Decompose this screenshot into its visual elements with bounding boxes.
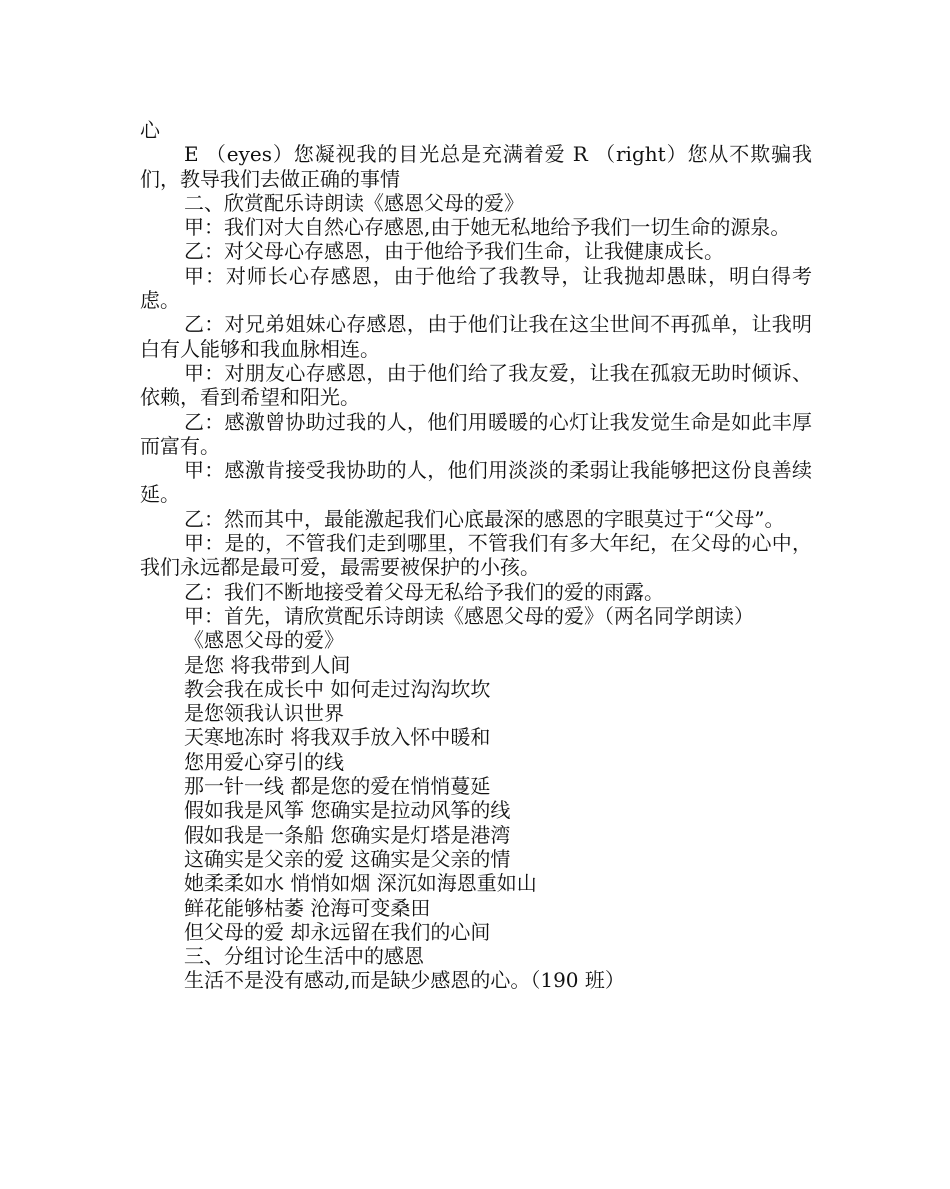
text-paragraph: 乙：我们不断地接受着父母无私给予我们的爱的雨露。 xyxy=(184,579,664,604)
poem-line: 假如我是风筝 您确实是拉动风筝的线 xyxy=(184,798,511,823)
section-heading: 三、分组讨论生活中的感恩 xyxy=(184,944,424,969)
poem-line: 教会我在成长中 如何走过沟沟坎坎 xyxy=(184,676,491,701)
text-paragraph: 甲：是的，不管我们走到哪里，不管我们有多大年纪，在父母的心中，我们永远都是最可爱，最需要被保护的小孩。 xyxy=(140,531,812,580)
poem-title: 《感恩父母的爱》 xyxy=(184,628,344,653)
text-paragraph: 乙：感激曾协助过我的人，他们用暖暖的心灯让我发觉生命是如此丰厚而富有。 xyxy=(140,409,812,458)
poem-line: 鲜花能够枯萎 沧海可变桑田 xyxy=(184,895,431,920)
text-paragraph: 甲：对朋友心存感恩，由于他们给了我友爱，让我在孤寂无助时倾诉、依赖，看到希望和阳光。 xyxy=(140,360,812,410)
text-paragraph: 生活不是没有感动,而是缺少感恩的心。（190 班） xyxy=(184,968,625,993)
text-paragraph: 乙：然而其中，最能激起我们心底最深的感恩的字眼莫过于“父母”。 xyxy=(184,506,785,531)
poem-line: 是您 将我带到人间 xyxy=(184,652,351,677)
section-heading: 二、欣赏配乐诗朗读《感恩父母的爱》 xyxy=(184,190,524,215)
text-line: 心 xyxy=(140,118,160,142)
poem-line: 那一针一线 都是您的爱在悄悄蔓延 xyxy=(184,774,491,799)
poem-line: 她柔柔如水 悄悄如烟 深沉如海恩重如山 xyxy=(184,871,537,896)
text-paragraph: E （eyes）您凝视我的目光总是充满着爱 R （right）您从不欺骗我们，教导我们去做正确的事情 xyxy=(140,142,812,191)
text-paragraph: 乙：对兄弟姐妹心存感恩，由于他们让我在这尘世间不再孤单，让我明白有人能够和我血脉相连。 xyxy=(140,312,812,361)
text-paragraph: 甲：对师长心存感恩，由于他给了我教导，让我抛却愚昧，明白得考虑。 xyxy=(140,263,812,313)
text-paragraph: 甲：首先，请欣赏配乐诗朗读《感恩父母的爱》（两名同学朗读） xyxy=(184,603,754,628)
poem-line: 假如我是一条船 您确实是灯塔是港湾 xyxy=(184,822,511,847)
poem-line: 您用爱心穿引的线 xyxy=(184,749,344,774)
poem-line: 天寒地冻时 将我双手放入怀中暖和 xyxy=(184,725,491,750)
poem-line: 这确实是父亲的爱 这确实是父亲的情 xyxy=(184,846,511,871)
document-body xyxy=(140,118,812,993)
poem-line: 是您领我认识世界 xyxy=(184,701,344,726)
text-paragraph: 甲：感激肯接受我协助的人，他们用淡淡的柔弱让我能够把这份良善续延。 xyxy=(140,458,812,507)
text-paragraph: 甲：我们对大自然心存感恩,由于她无私地给予我们一切生命的源泉。 xyxy=(184,215,791,240)
poem-line: 但父母的爱 却永远留在我们的心间 xyxy=(184,919,491,944)
text-paragraph: 乙：对父母心存感恩，由于他给予我们生命，让我健康成长。 xyxy=(184,239,724,264)
